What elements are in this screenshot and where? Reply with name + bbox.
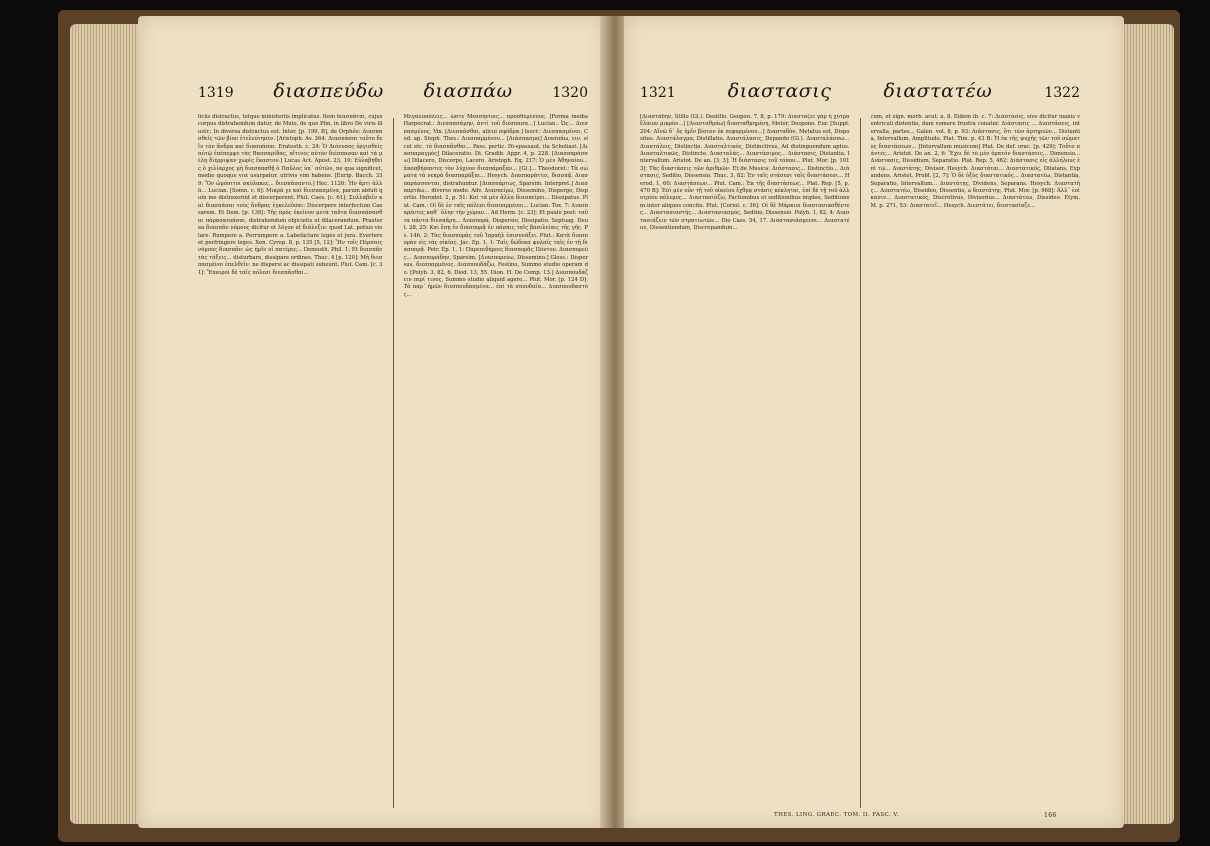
- page-edges-right: [1118, 24, 1174, 824]
- page-number: 1322: [1044, 85, 1080, 101]
- page-number: 1320: [552, 85, 588, 101]
- left-page-header: [198, 80, 588, 110]
- running-headword: διασπάω: [423, 80, 513, 102]
- column-text: liciis distractus, totque ministeriis implicatus. Item διασπᾶται, cujus corpus distrahendum datur, de Mulo, de quo Plin. in libro De viris illustr.: In diversa distractus est. Inter. [p. 199, B], de Orphée: Διασπασθείς τῶν βίον ἐτελεύτησεν. [Aristoph. Av. 364: Διασπάσαι τοῦτο δεῖν τὸν ἄνδρα καὶ διασπάσαι. Eratosth. c. 24: Ὁ Διόνυσος ὀργισθεὶς αὐτῷ ἐπέπεμψε τὰς Βασσαρίδας, αἵτινες αὐτὸν διέσπασαν καὶ τὰ μέλη διέρριψαν χωρὶς ἕκαστον.] Lucas Act. Apost. 23, 10: Εὐλαβηθεὶς ὁ χιλίαρχος μὴ διασπασθῇ ὁ Παῦλος ὑπ᾽ αὐτῶν, ne qua significet, medio quoque vox usurpatur, utrivis vim habens. [Eurip. Bacch. 339: Ὃν ὠμόσιτοι σκύλακες... διεσπάσαντο.] Hec. 1126: Ἦν ἄρτι ἀλλὰ... Lucian. [Somn. c. 6]: Μικρὰ γε καὶ διεσπασμένα, parum abfuit quin me distraxerint et discerperent. Plut. Caes. [c. 61]: Συλλαβεῖν καὶ διασπάσαι τοὺς ἄνδρας ἐγκελεῦσαι: Discerpere interfectum Caesarem. Et Dem. [p. 136]: Τὴς πρὸς ἐκεῖνον μετὰ ταῦτα διασπάσασθαι παρασκευάσαι, distrahendum objicietis et dilacerandum. Praeterea διασπᾶν νόμους dicitur et λόγον et διάλεξιν: quod Lat. potius violare. Rumpere a. Perrumpere a. Labefactare leges et jura. Evertere et perfringere leges. Xen. Cyrop. 8, p. 135 [5, 12]: Ἤν τοῖς Πέρσαις νόμους διασπᾶν: ὡς ἡμῖν οἱ πατέρες... Demosth. Phil. 1: Et διασπᾶν τὰς τάξεις... disturbare, dissipare ordines. Thuc. 4 [p. 120]: Μὴ διεσπασμένοι ἐπελθεῖν: ne dispersi ac dissipati subeunt. Plut. Cam. [c. 31]: Ἔπαιροὶ δὲ ταῖς πόλεσι διεσπᾶσθαι...: [198, 114, 383, 276]
- text-column: [871, 114, 1081, 804]
- running-headword: διαστατέω: [883, 80, 993, 102]
- running-headword: διαστασις: [727, 80, 832, 102]
- text-column: [640, 114, 850, 804]
- column-text: [Διαστάδην, Stillo (Gl.). Destillo. Geopon. 7, 8, p. 179: Διαστάζει γὰρ ἡ χύτρα ἔλαιον μικρὸν...] [Διασταθμάω] διασταθμημένη, Metor, Despono. Eur. [Suppl. 204: Αἴνῶ δ᾽ ὃς ἡμῖν βίοτον ἐκ πεφυρμένου...] Διασταδὸν, Metatus est, Dispositus. Διαστάλαγμα, Distillatio. Διαστάλασις, Depando (Gl.). Διασταλάσσω... Διαστάλεις, Distinctio. Διασταλτικός, Distinctivus, Ad distinguendum aptus. Διασταλτικῶς, Distincte. Διασταλὰς... Διαστάσιμος... Διάστασις, Distantia, Intervallum. Aristot. De an. [3, 3]: Ἡ διάστασις τοῦ τόπου... Plut. Mor. [p. 1013]: Τὰς διαστάσεις τῶν ἀριθμῶν. Et de Musica: Διάστασις... Distinctio... Διάστασις, Seditio, Dissensio. Thuc. 3, 82: Ἐν ταῖς στάσεσι ταῖς διαστάσεσι... Herod. 1, 60: Διαστάσεων... Plut. Cam.: Ἐκ τῆς διαστάσεως... Plat. Rep. [5, p. 470 B]: Ἐπὶ μὲν οὖν τῇ τοῦ οἰκείου ἔχθρᾳ στάσις κέκληται, ἐπὶ δὲ τῇ τοῦ ἀλλοτρίου πόλεμος... Διαστασιάζω, Factionibus et seditionibus impleo, Seditionem inter aliquos concito. Plut. [Coriol. c. 36]: Οἱ δὲ Μάρκιοι διαστασιασθέντες... Διαστασιαστής... Διαστασιασμός, Seditio, Dissensio. Polyb. 1, 82, 4: Διαστασιάζειν τῶν στρατιωτῶν... Dio Cass. 54, 17. Διαστασιάσμενοι... Διαστατέον, Dissentiendum, Discrepandum...: [640, 114, 850, 232]
- column-text: cum, et sign. morb. acut. a, 8. Eidem ib. c. 7: Διάστασις, sive dicitur inanis ventriculi distentio, dum vomere frustra conatur. Διάστασις ... Διαστάσεις, intervalla, partes... Galen. vol. 8, p. 93: Διάστασις, ὅτι τῶν ἀρτηριῶν... Distantia, Intervallum, Amplitudo. Plat. Tim. p. 43 B: Ἡ ἐκ τῆς ψυχῆς τῶν τοῦ σώματος διαστάσεων... [Intervallum musicum] Plut. De def. orac. [p. 429]: Τοῦτο πάντες... Aristot. De an. 2, 6: Ἔχει δὲ τὸ μὲν ὁρατὸν διαστάσεις... Dimensio... Διάστασις, Dissidium, Separatio. Plat. Rep. 5, 462: Διάστασις εἰς ἀλλήλους ἐπὶ τῷ... Διαστάτης, Divisor. Hesych. Διαστάται... Διαστατικός, Dilatans, Expandens. Aristot. Probl. [2, 7]: Ὁ δὲ ὀξὺς διαστατικός... Διαστατέω, Distantia, Separatio, Intervallum... Διαστάτης, Dividens, Separans. Hesych. Διαστατὴς... Διαστατέω, Dissideo, Dissentio, a διαστάτης. Plut. Mor. [p. 968]: Ἀλλ᾽ ἐοίκασιν... Διαστατικός, Discretivus, Divisorius... Διαστάτεω, Dissideo. Etym. M. p. 271, 53: Διαστατεῖ... Hesych. Διεστάτει, διεστασίαζε...: [870, 114, 1080, 209]
- printer-signature: THES. LING. GRAEC. TOM. II. FASC. V.: [774, 812, 899, 818]
- page-edges-left: [70, 24, 138, 824]
- left-page-columns: [198, 114, 588, 808]
- running-headword: διασπεύδω: [273, 80, 384, 102]
- text-column: [404, 114, 589, 804]
- sheet-number: 166: [1044, 812, 1057, 819]
- left-page: [138, 16, 606, 828]
- right-page: [624, 16, 1124, 828]
- text-column: [198, 114, 383, 804]
- right-page-columns: [640, 114, 1080, 808]
- page-number: 1321: [640, 85, 676, 101]
- column-divider: [860, 118, 861, 808]
- column-divider: [393, 118, 394, 808]
- column-text: Μεγαλοπόλεις... ὥστε Μεσσηνίοις... προσθεμένους. [Forma media Harpocrat.: Διεσπασάμην, ἀντὶ τοῦ διέσπασα...] Lucian.: Ὡς... Διεσπασμένος, Vix. [Διεσπάσθαι, alicui σφόδρα.] Isocr.: Διεσπασμένοι, Cod. ap. Steph. Thes.: Διεσπαρμένου... [Διάσπασμα] Διασπάω, ειν. sicut etc. τὸ διασπᾶσθαι... Pass. pertic. Di-spassaut, ita Scholiast. [Διασπαραγμὸς] Dilaceratio. Di. Gradib. Appr. 4, p. 228. [Διασπαράσσω] Dilacero, Discerpo, Lacero. Aristoph. Eq. 217: Ὁ μὲν Ἀθηναίου... ἀποσβήσαντες τὸν λύχνον διεσπάραξαν... [Gl.]... Theodoret.: Τὰ σώματα τὰ νεκρὰ διασπαράξαι... Hesych. Διασπαράττει, διασπᾷ. Διασπαράσσονται, distrahuntur. [Διασπάρτως, Sparsim. Interpret.] Διασπαρτάω... diverso modo. Adv. Διασπείρω, Dissemino, Dispergo, Dispertio. Herodot. 2, p. 51: Καὶ τὰ μὲν ἄλλα διασπείρει... Dissipatus. Plut. Cam.: Οἱ δὲ ἐν ταῖς πόλεσι διεσπαρμένοι... Lucian. Tox. 7: Διασπαρέντες καθ᾽ ὅλην τὴν χώραν... Ad Herm. [c. 23]: Et paulo post: ταῦτα πάντα διεσπάρη... Διασπορά, Dispersio, Dissipatio. Septuag. Deut. 28, 25: Καὶ ἔσῃ ἐν διασπορᾷ ἐν πάσαις ταῖς βασιλείαις τῆς γῆς. Ps. 146, 2: Τὰς διασπορὰς τοῦ Ἰσραὴλ ἐπισυνάξει. Plut.: Κατὰ διασπορὰν εἰς τὰς οἰκίας. Jac. Ep. 1, 1: Ταῖς δώδεκα φυλαῖς ταῖς ἐν τῇ διασπορᾷ. Petr. Ep. 1, 1: Παρεπιδήμοις διασπορᾶς Πόντου. Διασπορεύς... Διασποράδην, Sparsim. [Διασπορεύω, Dissemino.] Gloss.: Dispersus, διεσπαρμένος. Διασπουδάζω, Festino, Summo studio operam do. [Polyb. 3, 82, 6. Diod. 13, 55. Dion. H. De Comp. 13.] Διασπουδάζειν περί τινος, Summo studio aliquid agere... Plut. Mor. [p. 124 D]: Τὰ παρ᾽ ἡμῶν διεσπουδασμένα... ἐπὶ τὰ σπουδαῖα... Διασπουδαστός...: [403, 114, 588, 298]
- right-page-header: [640, 80, 1080, 110]
- page-number: 1319: [198, 85, 234, 101]
